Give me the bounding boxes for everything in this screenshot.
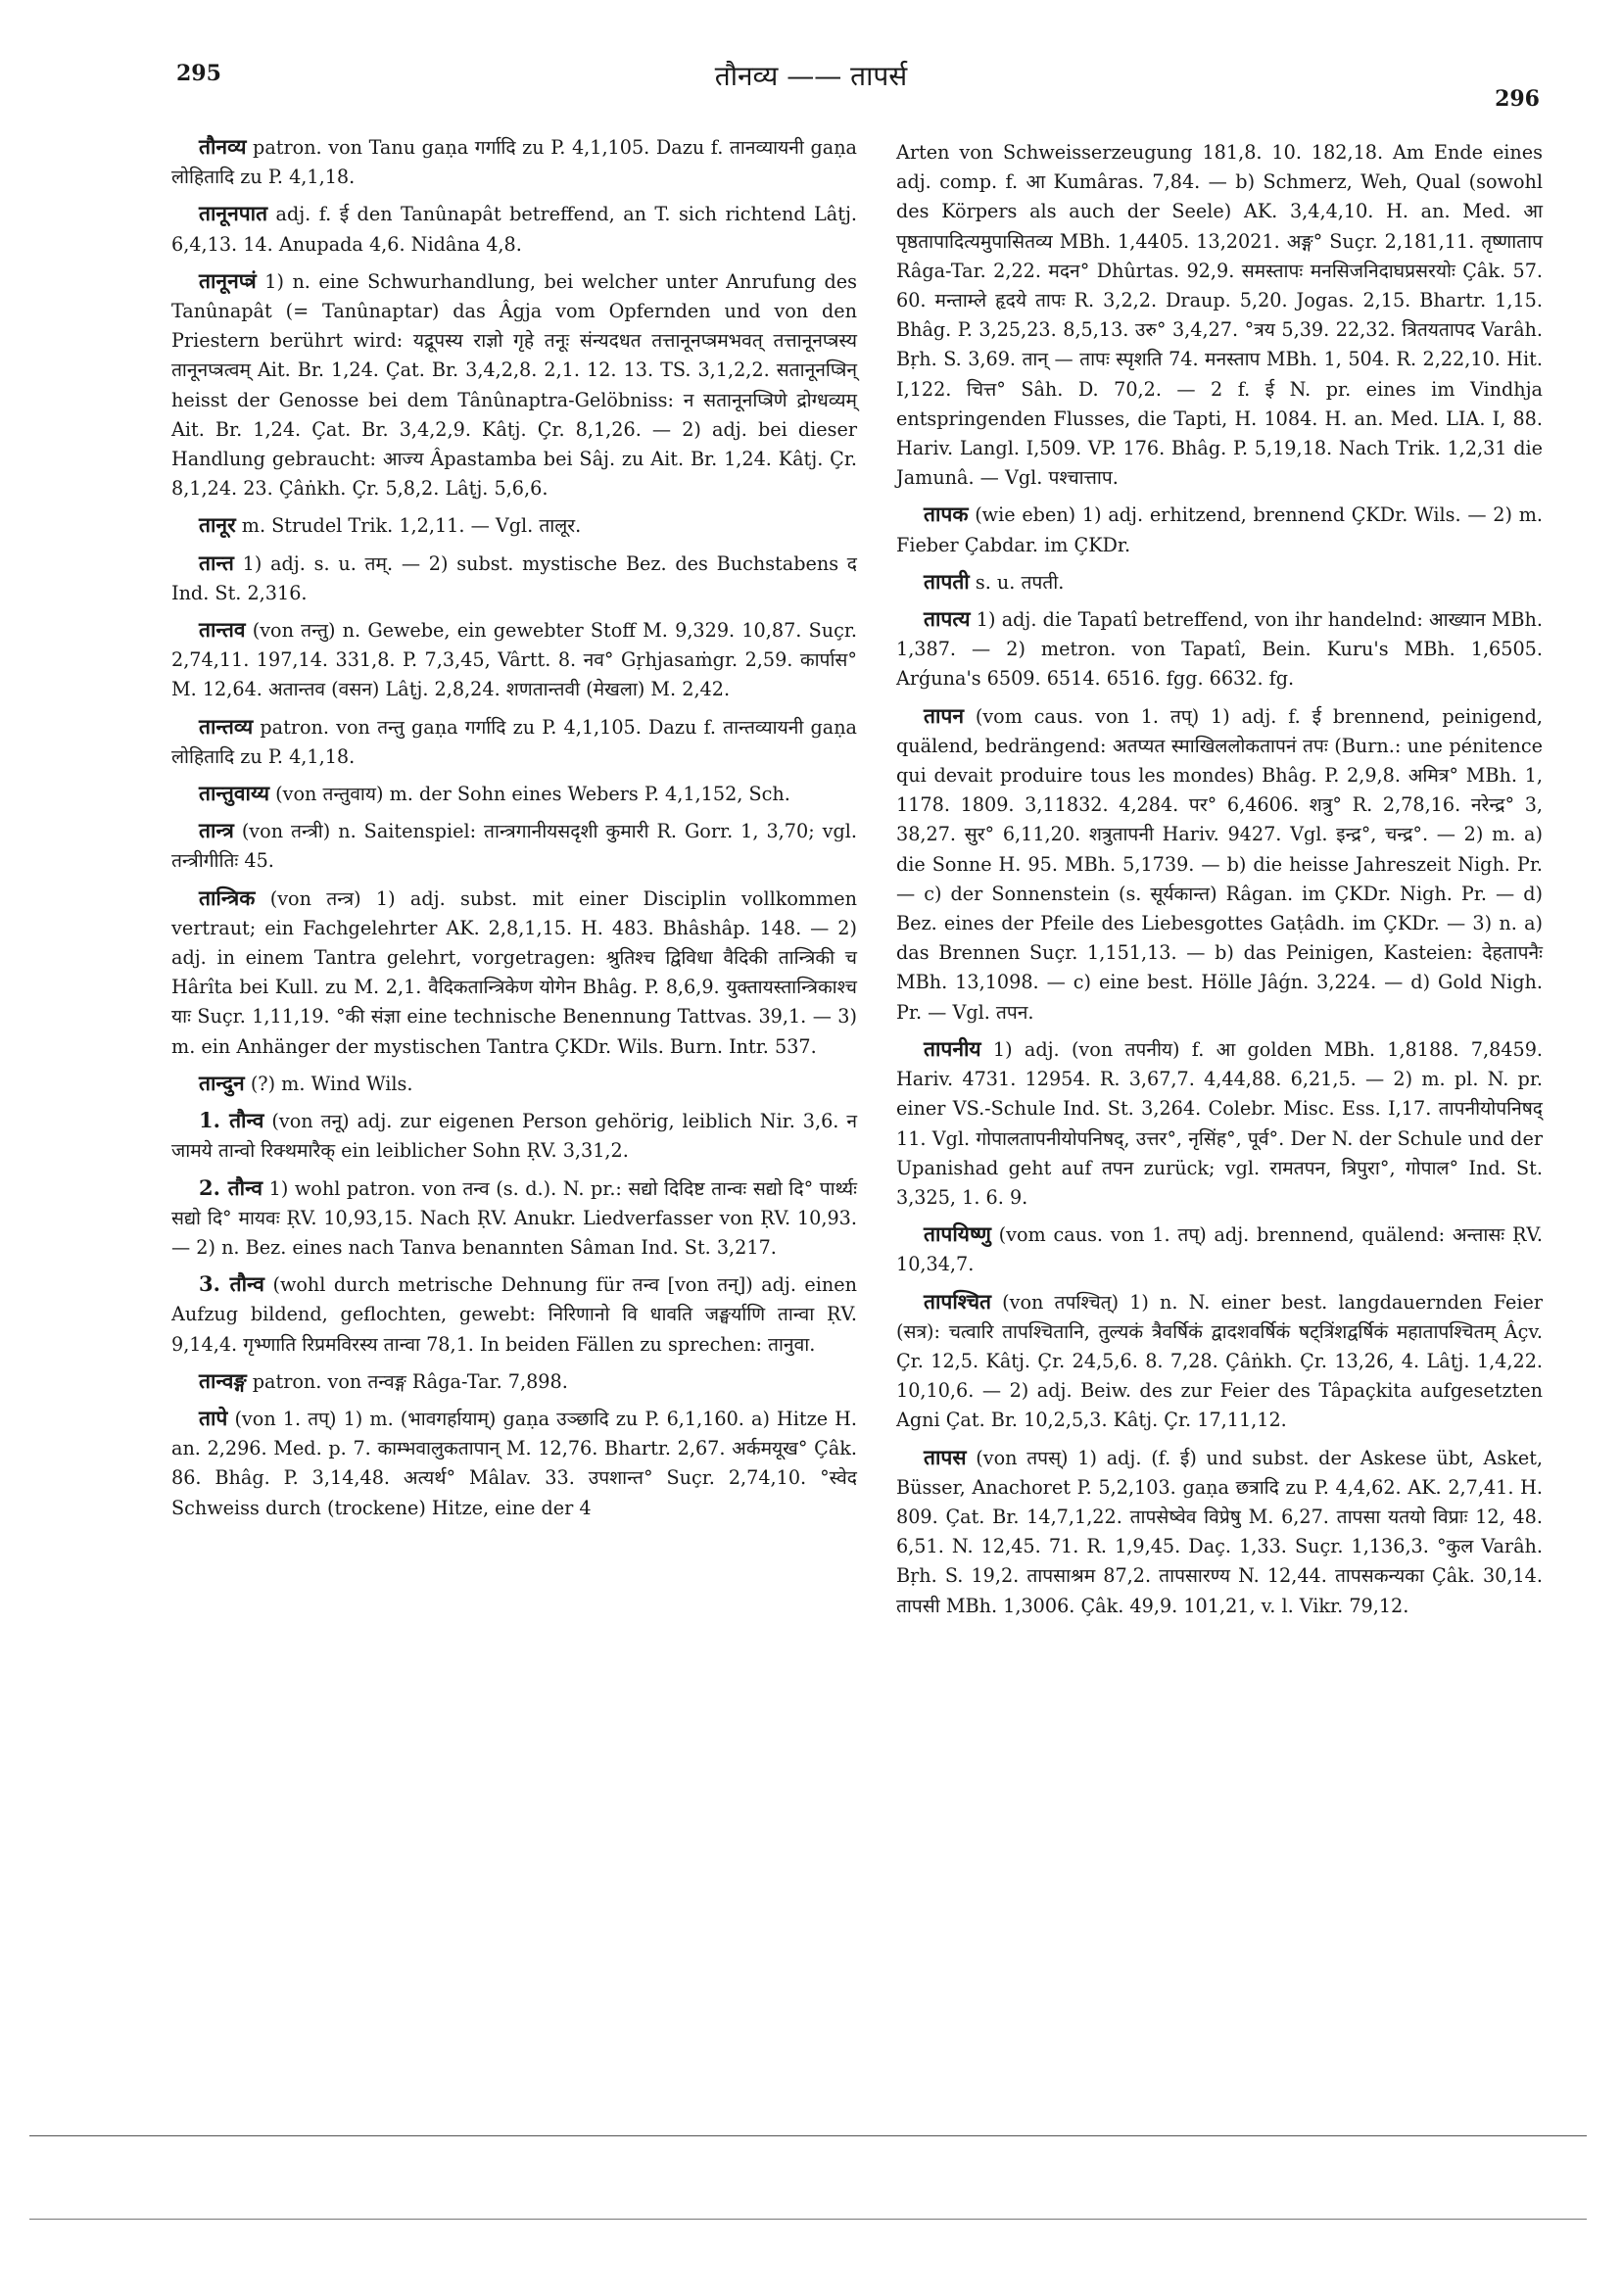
dictionary-entry [171,1106,857,1166]
entry-text: (wohl durch metrische Dehnung für तन्व [von तन्]) adj. einen Aufzug bildend, geflochten, gewebt: निरिणानो वि धावति जङ्घर्याणि तान्वा ṚV. 9,14,4. गृभ्णाति रिप्रमविरस्य तान्वा 78,1. In beiden Fällen zu sprechen: तानुवा. [171,1273,857,1356]
dictionary-entry [171,884,857,1062]
dictionary-entry [171,1366,857,1397]
headword: 1. तौन्व [199,1108,264,1133]
entry-text: 1) adj. (von तपनीय) f. आ golden MBh. 1,8188. 7,8459. Hariv. 4731. 12954. R. 3,67,7. 4,44,88. 6,21,5. — 2) m. pl. N. pr. einer VS.-Schule Ind. St. 3,264. Colebr. Misc. Ess. I,17. तापनीयोपनिषद् 11. Vgl. गोपालतापनीयोपनिषद्, उत्तर°, नृसिंह°, पूर्व°. Der N. der Schule und der Upanishad geht auf तपन zurück; vgl. रामतपन, त्रिपुरा°, गोपाल° Ind. St. 3,325, 1. 6. 9. [896,1037,1543,1209]
headword: तान्त्र [199,818,234,843]
headword: तान्त [199,550,234,575]
dictionary-entry [171,712,857,772]
entry-text: patron. von तन्वङ्ग Râga-Tar. 7,898. [246,1369,568,1393]
headword: 2. तौन्व [199,1174,263,1200]
entry-text: Arten von Schweisserzeugung 181,8. 10. 182,18. Am Ende eines adj. comp. f. आ Kumâras. 7,84. — b) Schmerz, Weh, Qual (sowohl des Körpers als auch der Seele) AK. 3,4,4,10. H. an. Med. आ पृष्ठतापादित्यमुपासितव्य MBh. 1,4405. 13,2021. अङ्ग° Suçr. 2,181,11. तृष्णाताप Râga-Tar. 2,22. मदन° Dhûrtas. 92,9. समस्तापः मनसिजनिदाघप्रसरयोः Çâk. 57. 60. मन्ताम्ले हृदये तापः R. 3,2,2. Draup. 5,20. Jogas. 2,15. Bhartr. 1,15. Bhâg. P. 3,25,23. 8,5,13. उरु° 3,4,27. °त्रय 5,39. 22,32. त्रितयतापद Varâh. Bṛh. S. 3,69. तान् — तापः स्पृशति 74. मनस्ताप MBh. 1, 504. R. 2,22,10. Hit. I,122. चित्त° Sâh. D. 70,2. — 2 f. ई N. pr. eines im Vindhja entspringenden Flusses, die Tapti, H. 1084. H. an. Med. LIA. I, 88. Hariv. Langl. I,509. VP. 176. Bhâg. P. 5,19,18. Nach Trik. 1,2,31 die Jamunâ. — Vgl. पश्चात्ताप. [896,141,1543,490]
entry-text: m. Strudel Trik. 1,2,11. — Vgl. तालूर. [235,514,582,538]
dictionary-entry [896,567,1543,598]
headword: तान्त्रिक [199,885,256,910]
dictionary-entry [171,199,857,259]
entry-text: (von 1. तप्) 1) m. (भावगर्हायाम्) gaṇa उञ्छादि zu P. 6,1,160. a) Hitze H. an. 2,296. Med. p. 7. काम्भवालुकतापान् M. 12,76. Bhartr. 2,67. अर्कमयूख° Çâk. 86. Bhâg. P. 3,14,48. अत्यर्थ° Mâlav. 33. उपशान्त° Suçr. 2,74,10. °स्वेद Schweiss durch (trockene) Hitze, eine der 4 [171,1407,857,1519]
page-number-right: 296 [1495,86,1540,112]
entry-text: 1) adj. s. u. तम्. — 2) subst. mystische Bez. des Buchstabens द Ind. St. 2,316. [171,551,857,604]
headword: तापक [924,502,969,527]
headword: तापनीय [924,1035,981,1061]
right-column [896,137,1543,1628]
entry-text: adj. f. ई den Tanûnapât betreffend, an T. sich richtend Lâṭj. 6,4,13. 14. Anupada 4,6. Nidâna 4,8. [171,203,857,256]
entry-text: 1) n. eine Schwurhandlung, bei welcher unter Anrufung des Tanûnapât (= Tanûnaptar) das Âgja vom Opfernden und von den Priestern berührt wird: यद्रूपस्य राज्ञो गृहे तनूः संन्यदधत तत्तानूनप्त्रमभवत् तत्तानूनप्त्रस्य तानूनप्त्रत्वम् Ait. Br. 1,24. Çat. Br. 3,4,2,8. 2,1. 12. 13. TS. 3,1,2,2. सतानूनप्त्रिन् heisst der Genosse bei dem Tânûnaptra-Gelöbniss: न सतानूनप्त्रिणे द्रोग्धव्यम् Ait. Br. 1,24. Çat. Br. 3,4,2,9. Kâtj. Çr. 8,1,26. — 2) adj. bei dieser Handlung gebraucht: आज्य Âpastamba bei Sâj. zu Ait. Br. 1,24. Kâtj. Çr. 8,1,24. 23. Çâṅkh. Çr. 5,8,2. Lâṭj. 5,6,6. [171,269,857,501]
dictionary-entry [171,816,857,876]
entry-text: patron. von तन्तु gaṇa गर्गादि zu P. 4,1,105. Dazu f. तान्तव्यायनी gaṇa लोहितादि zu P. 4,1,18. [171,715,857,768]
headword: तान्तुवाय्य [199,781,270,806]
entry-text: (von तन्तुवाय) m. der Sohn eines Webers P. 4,1,152, Sch. [269,783,790,806]
headword: तापन [924,702,964,728]
dictionary-entry [171,1069,857,1099]
running-head: तौनव्य —— तापर्स [714,60,908,92]
dictionary-entry [171,615,857,705]
dictionary-entry [171,266,857,504]
headword: तापयिष्णु [924,1221,991,1247]
dictionary-entry [171,1404,857,1523]
page-number-left: 295 [176,61,221,86]
headword: तान्दुन [199,1070,245,1095]
dictionary-entry [896,500,1543,559]
headword: तापश्चित [924,1288,992,1314]
dictionary-entry [171,1173,857,1264]
dictionary-entry [896,1443,1543,1621]
dictionary-entry [171,1269,857,1360]
entry-text: (?) m. Wind Wils. [244,1072,413,1095]
dictionary-entry [896,701,1543,1028]
left-column [171,132,857,1530]
entry-text: 1) adj. die Tapatî betreffend, von ihr handelnd: आख्यान MBh. 1,387. — 2) metron. von Tapatî, Bein. Kuru's MBh. 1,6505. Arǵuna's 6509. 6514. 6516. fgg. 6632. fg. [896,608,1543,691]
dictionary-entry [896,1220,1543,1279]
bottom-rule [29,2135,1587,2136]
entry-text: (von तन्त्र) 1) adj. subst. mit einer Disciplin vollkommen vertraut; ein Fachgelehrter AK. 2,8,1,15. H. 483. Bhâshâp. 148. — 2) adj. in einem Tantra gelehrt, vorgetragen: श्रुतिश्च द्विविधा वैदिकी तान्त्रिकी च Hârîta bei Kull. zu M. 2,1. वैदिकतान्त्रिकेण योगेन Bhâg. P. 8,6,9. युक्तायस्तान्त्रिकाश्च याः Suçr. 1,11,19. °की संज्ञा eine technische Benennung Tattvas. 39,1. — 3) m. ein Anhänger der mystischen Tantra ÇKDr. Wils. Burn. Intr. 537. [171,886,857,1058]
dictionary-entry [171,779,857,809]
dictionary-entry [896,1034,1543,1213]
entry-text: (vom caus. von 1. तप्) 1) adj. f. ई brennend, peinigend, quälend, bedrängend: अतप्यत स्माखिललोकतापनं तपः (Burn.: une pénitence qui devait produire tous les mondes) Bhâg. P. 2,9,8. अमित्र° MBh. 1, 1178. 1809. 3,11832. 4,284. पर° 6,4606. शत्रु° R. 2,78,16. नरेन्द्र° 3, 38,27. सुर° 6,11,20. शत्रुतापनी Hariv. 9427. Vgl. इन्द्र°, चन्द्र°. — 2) m. a) die Sonne H. 95. MBh. 5,1739. — b) die heisse Jahreszeit Nigh. Pr. — c) der Sonnenstein (s. सूर्यकान्त) Râgan. im ÇKDr. Nigh. Pr. — d) Bez. eines der Pfeile des Liebesgottes Gaṭâdh. im ÇKDr. — 3) n. a) das Brennen Suçr. 1,151,13. — b) das Peinigen, Kasteien: देहतापनैः MBh. 13,1098. — c) eine best. Hölle Jâǵn. 3,224. — d) Gold Nigh. Pr. — Vgl. तपन. [896,704,1543,1024]
headword: तापती [924,568,970,594]
entry-text: (von तन्तु) n. Gewebe, ein gewebter Stoff M. 9,329. 10,87. Suçr. 2,74,11. 197,14. 331,8. P. 7,3,45, Vârtt. 8. नव° Gṛhjasaṁgr. 2,59. कार्पास° M. 12,64. अतान्तव (वसन) Lâṭj. 2,8,24. शणतान्तवी (मेखला) M. 2,42. [171,619,857,701]
dictionary-entry [896,604,1543,694]
entry-text: (von तनू) adj. zur eigenen Person gehörig, leiblich Nir. 3,6. न जामये तान्वो रिक्थमारैक् ein leiblicher Sohn ṚV. 3,31,2. [171,1110,857,1163]
entry-text: patron. von Tanu gaṇa गर्गादि zu P. 4,1,105. Dazu f. तानव्यायनी gaṇa लोहितादि zu P. 4,1,18. [171,136,857,189]
dictionary-entry-continuation [896,137,1543,493]
headword: तान्तव [199,617,246,643]
headword: 3. तौन्व [199,1271,264,1297]
headword: तापे [199,1405,228,1430]
headword: तौनव्य [199,134,247,159]
entry-text: (vom caus. von 1. तप्) adj. brennend, quälend: अन्तासः ṚV. 10,34,7. [896,1223,1543,1276]
headword: तानूनपात [199,201,268,226]
entry-text: (von तपश्चित्) 1) n. N. einer best. langdauernden Feier (सत्र): चत्वारि तापश्चितानि, तुल्यकं त्रैवर्षिकं द्वादशवर्षिकं षट्त्रिंशद्वर्षिकं महातापश्चितम् Âçv. Çr. 12,5. Kâtj. Çr. 24,5,6. 8. 7,28. Çâṅkh. Çr. 13,26, 4. Lâṭj. 1,4,22. 10,10,6. — 2) adj. Beiw. des zur Feier des Tâpaçkita aufgesetzten Agni Çat. Br. 10,2,5,3. Kâtj. Çr. 17,11,12. [896,1290,1543,1432]
dictionary-entry [171,510,857,541]
headword: तानूर [199,512,236,538]
entry-text: (von तपस्) 1) adj. (f. ई) und subst. der Askese übt, Asket, Büsser, Anachoret P. 5,2,103. gaṇa छत्रादि zu P. 4,4,62. AK. 2,7,41. H. 809. Çat. Br. 14,7,1,22. तापसेष्वेव विप्रेषु M. 6,27. तापसा यतयो विप्राः 12, 48. 6,51. N. 12,45. 71. R. 1,9,45. Daç. 1,33. Suçr. 1,136,3. °कुल Varâh. Bṛh. S. 19,2. तापसाश्रम 87,2. तापसारण्य N. 12,44. तापसकन्यका Çâk. 30,14. तापसी MBh. 1,3006. Çâk. 49,9. 101,21, v. l. Vikr. 79,12. [896,1446,1543,1617]
dictionary-entry [171,132,857,192]
headword: तापत्य [924,606,971,632]
entry-text: (wie eben) 1) adj. erhitzend, brennend ÇKDr. Wils. — 2) m. Fieber Çabdar. im ÇKDr. [896,503,1543,556]
bottom-rule-secondary [29,2219,1587,2220]
dictionary-entry [896,1287,1543,1436]
headword: तान्तव्य [199,713,254,739]
headword: तान्वङ्ग [199,1367,247,1393]
dictionary-entry [171,549,857,608]
headword: तापस [924,1444,967,1469]
headword: तानूनप्त्रं [199,267,257,293]
entry-text: (von तन्त्री) n. Saitenspiel: तान्त्रगानीयसदृशी कुमारी R. Gorr. 1, 3,70; vgl. तन्त्रीगीतिः 45. [171,820,857,873]
entry-text: 1) wohl patron. von तन्व (s. d.). N. pr.: सद्यो दिदिष्ट तान्वः सद्यो दि° पार्थ्यः सद्यो दि° मायवः ṚV. 10,93,15. Nach ṚV. Anukr. Liedverfasser von ṚV. 10,93. — 2) n. Bez. eines nach Tanva benannten Sâman Ind. St. 3,217. [171,1176,857,1259]
entry-text: s. u. तपती. [969,570,1065,594]
